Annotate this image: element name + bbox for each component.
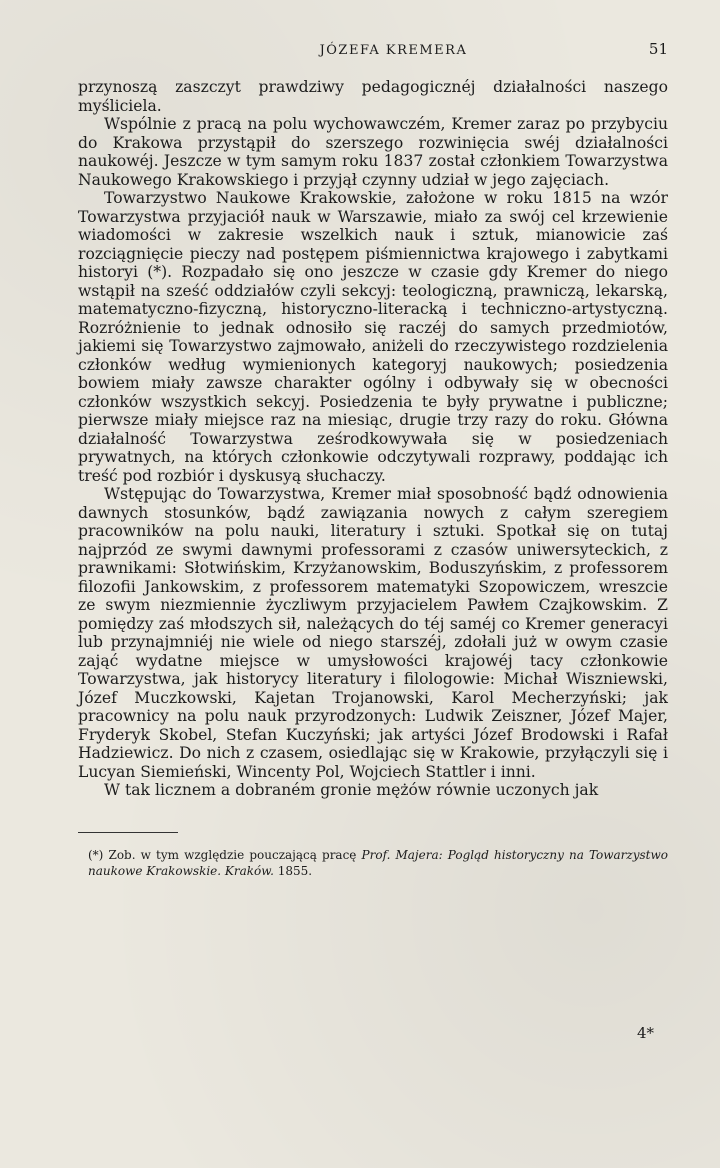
footnote-rule [78, 832, 178, 833]
paragraph: Wspólnie z pracą na polu wychowawczém, Kremer zaraz po przybyciu do Krakowa przystąpił do szerszego rozwinięcia swéj działalności naukowéj. Jeszcze w tym samym roku 1837 został członkiem Towarzystwa Naukowego Krakowskiego i przyjął czynny udział w jego zajęciach. [78, 115, 668, 189]
running-title: JÓZEFA KREMERA [319, 43, 468, 58]
footnote [78, 847, 668, 879]
paragraph: przynoszą zaszczyt prawdziwy pedagogicznéj działalności naszego myśliciela. [78, 78, 668, 115]
footnote-marker: (*) [88, 847, 104, 862]
footnote-citation: Prof. Majera: Pogląd historyczny na Towarzystwo naukowe Krakowskie. Kraków. [88, 847, 668, 878]
paragraph: Wstępując do Towarzystwa, Kremer miał sposobność bądź odnowienia dawnych stosunków, bądź zawiązania nowych z całym szeregiem pracowników na polu nauki, literatury i sztuki. Spotkał się on tutaj najprzód ze swymi dawnymi professorami z czasów uniwersyteckich, z prawnikami: Słotwińskim, Krzyżanowskim, Boduszyńskim, z professorem filozofii Jankowskim, z professorem matematyki Szopowiczem, wreszcie ze swym niezmiennie życzliwym przyjacielem Pawłem Czajkowskim. Z pomiędzy zaś młodszych sił, należących do téj saméj co Kremer generacyi lub przynajmniéj nie wiele od niego starszéj, zdołali już w owym czasie zająć wydatne miejsce w umysłowości krajowéj tacy członkowie Towarzystwa, jak historycy literatury i filologowie: Michał Wiszniewski, Józef Muczkowski, Kajetan Trojanowski, Karol Mecherzyński; jak pracownicy na polu nauk przyrodzonych: Ludwik Zeiszner, Józef Majer, Fryderyk Skobel, Stefan Kuczyński; jak artyści Józef Brodowski i Rafał Hadziewicz. Do nich z czasem, osiedlając się w Krakowie, przyłączyli się i Lucyan Siemieński, Wincenty Pol, Wojciech Stattler i inni. [78, 485, 668, 781]
paragraph: W tak licznem a dobraném gronie mężów równie uczonych jak [104, 781, 599, 799]
signature-mark: 4* [636, 1024, 654, 1042]
paragraph: Towarzystwo Naukowe Krakowskie, założone w roku 1815 na wzór Towarzystwa przyjaciół nauk w Warszawie, miało za swój cel krzewienie wiadomości w zakresie wszelkich nauk i sztuk, mianowicie zaś rozciągnięcie pieczy nad postępem piśmiennictwa krajowego i zabytkami historyi (*). Rozpadało się ono jeszcze w czasie gdy Kremer do niego wstąpił na sześć oddziałów czyli sekcyj: teologiczną, prawniczą, lekarską, matematyczno-fizyczną, historyczno-literacką i techniczno-artystyczną. Rozróżnienie to jednak odnosiło się raczéj do samych przedmiotów, jakiemi się Towarzystwo zajmowało, aniżeli do rzeczywistego rozdzielenia członków według wymienionych kategoryj naukowych; posiedzenia bowiem miały zawsze charakter ogólny i odbywały się w obecności członków wszystkich sekcyj. Posiedzenia te były prywatne i publiczne; pierwsze miały miejsce raz na miesiąc, drugie trzy razy do roku. Główna działalność Towarzystwa ześrodkowywała się w posiedzeniach prywatnych, na których członkowie odczytywali rozprawy, poddając ich treść pod rozbiór i dyskusyą słuchaczy. [78, 189, 668, 485]
page-number: 51 [648, 40, 668, 58]
footnote-text: Zob. w tym względzie pouczającą pracę [108, 847, 357, 862]
body-text [78, 78, 668, 800]
footnote-year: 1855. [277, 863, 313, 878]
running-head [78, 40, 668, 70]
